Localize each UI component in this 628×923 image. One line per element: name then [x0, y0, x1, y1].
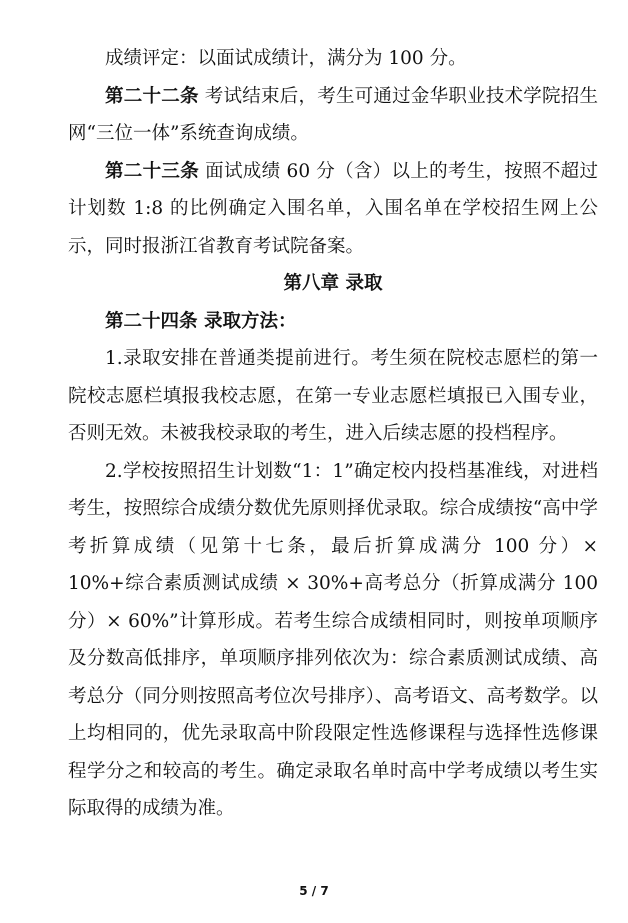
chapter-title: 第八章 录取: [283, 273, 383, 294]
document-body: [68, 40, 598, 828]
article-23-paragraph: [68, 153, 598, 266]
paragraph-text: 成绩评定：以面试成绩计，满分为 100 分。: [105, 48, 467, 69]
article-24-heading: 第二十四条 录取方法：: [105, 310, 297, 332]
article-23-label: 第二十三条: [105, 160, 199, 182]
paragraph-text: 面试成绩 60 分（含）以上的考生，按照不超过计划数 1:8 的比例确定入围名单，入围名单在学校招生网上公示，同时报浙江省教育考试院备案。: [68, 160, 598, 257]
admission-item-1: 1.录取安排在普通类提前进行。考生须在院校志愿栏的第一院校志愿栏填报我校志愿，在第一专业志愿栏填报已入围专业，否则无效。未被我校录取的考生，进入后续志愿的投档程序。: [68, 348, 598, 444]
page-number: 5 / 7: [299, 884, 329, 898]
article-22-label: 第二十二条: [105, 85, 199, 107]
article-22-paragraph: [68, 78, 598, 153]
paragraph-text: 考试结束后，考生可通过金华职业技术学院招生网“三位一体”系统查询成绩。: [68, 85, 598, 144]
score-evaluation-paragraph: [68, 40, 598, 78]
admission-item-2: 2.学校按照招生计划数“1：1”确定校内投档基准线，对进档考生，按照综合成绩分数优先原则择优录取。综合成绩按“高中学考折算成绩（见第十七条，最后折算成满分 100 分）× 10%+综合素质测试成绩 × 30%+高考总分（折算成满分 100 分）× 60%”计算形成。若考生综合成绩相同时，则按单项顺序及分数高低排序，单项顺序排列依次为：综合素质测试成绩、高考总分（同分则按照高考位次号排序）、高考语文、高考数学。以上均相同的，优先录取高中阶段限定性选修课程与选择性选修课程学分之和较高的考生。确定录取名单时高中学考成绩以考生实际取得的成绩为准。: [68, 460, 598, 819]
